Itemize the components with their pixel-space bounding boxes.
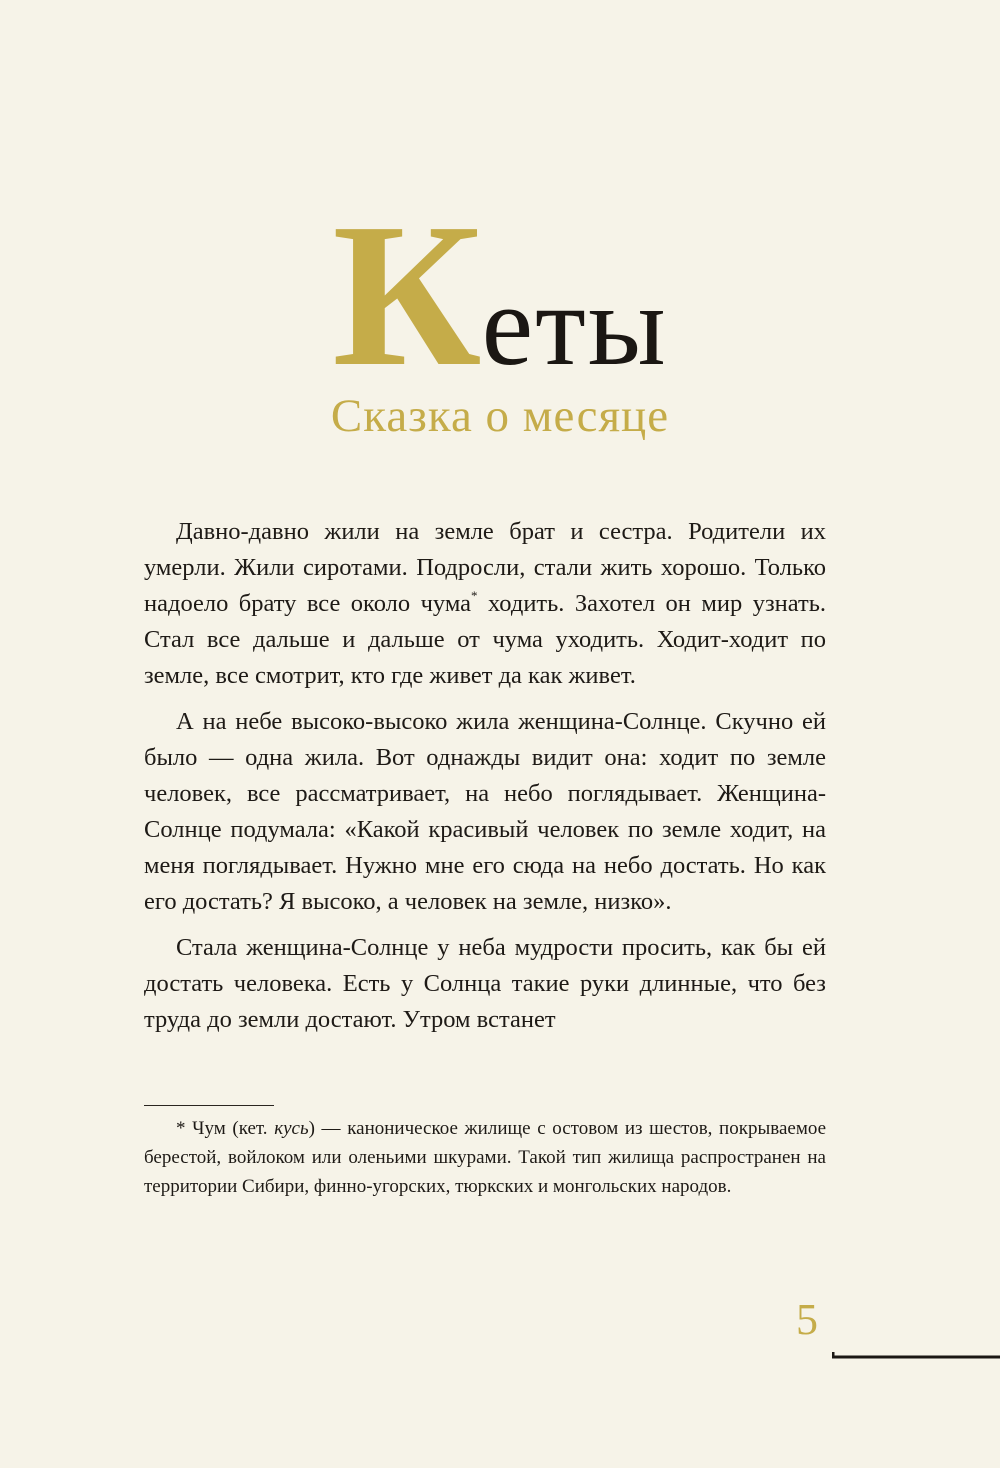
paragraph-1-end: ходить. Захотел он мир узнать. Стал все дальше и дальше от чума уходить. Ходит-ходит по земле, все смотрит, кто где живет да как живет. [144,590,826,689]
paragraph-1-start: Давно-давно жили на земле брат и сестра. Родители их умерли. Жили сиротами. Подросли, стали жить хорошо. Только надоело брату все около чума [144,518,826,617]
page-number: 5 [796,1295,818,1344]
footnote-lead: * Чум (кет. [176,1118,275,1139]
story-text [144,514,826,1038]
footnote-text: ) — каноническое жилище с остовом из шестов, покрываемое берестой, войлоком или оленьими шкурами. Такой тип жилища распространен на территории Сибири, финно-угорских, тюркских и монгольских народов. [144,1118,827,1197]
footnote-term: кусь [274,1118,309,1139]
footnote [144,1114,826,1201]
story-paragraph-3: Стала женщина-Солнце у неба мудрости просить, как бы ей достать человека. Есть у Солнца такие руки длинные, что без труда до земли достают. Утром встанет [144,934,826,1033]
title-drop-initial: К [332,180,482,409]
title-rest: еты [481,262,668,390]
chapter-title [0,180,1000,409]
chapter-subtitle: Сказка о месяце [330,390,670,442]
footnote-reference-mark: * [471,588,478,603]
story-paragraph-1 [144,514,826,694]
story-paragraph-2: А на небе высоко-высоко жила женщина-Солнце. Скучно ей было — одна жила. Вот однажды видит она: ходит по земле человек, все рассматривает, на небо поглядывает. Женщина-Солнце подумала: «Какой красивый человек по земле ходит, на меня поглядывает. Нужно мне его сюда на небо достать. Но как его достать? Я высоко, а человек на земле, низко». [144,708,826,915]
page-edge-rule [832,1352,1000,1359]
footnote-divider [144,1105,274,1106]
